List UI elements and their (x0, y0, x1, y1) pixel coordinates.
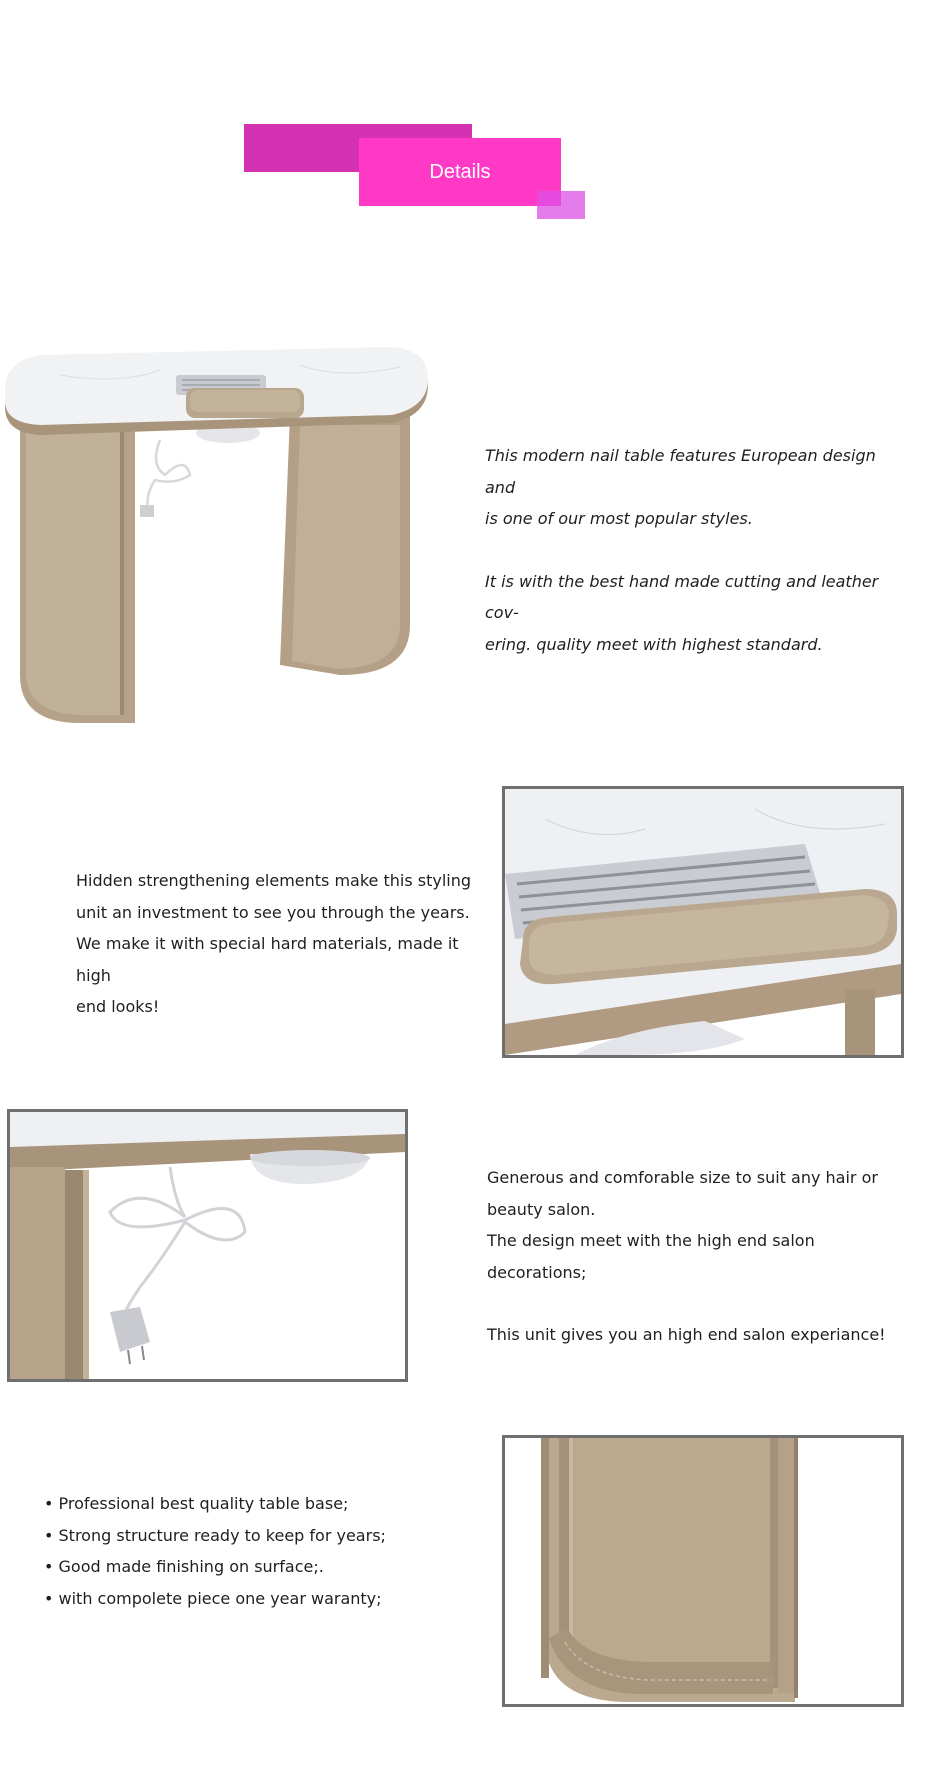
section1-text (485, 440, 905, 660)
section3-line4: This unit gives you an high end salon experiance! (487, 1325, 886, 1344)
section1-line1: This modern nail table features European design and (485, 446, 876, 497)
banner-title: Details (359, 138, 561, 206)
section2-line2: unit an investment to see you through the years. (76, 902, 470, 922)
section3-text (487, 1162, 907, 1351)
section3-line1: Generous and comforable size to suit any hair or (487, 1168, 878, 1187)
section1-line4: ering. quality meet with highest standard. (485, 634, 823, 654)
list-item: • with compolete piece one year waranty; (44, 1588, 382, 1608)
section2-line4: end looks! (76, 997, 160, 1016)
armrest-closeup-image (502, 786, 904, 1058)
section2-line3: We make it with special hard materials, made it high (76, 934, 459, 985)
list-item: • Professional best quality table base; (44, 1494, 349, 1513)
nail-table-image (0, 345, 440, 735)
feature-bullet-list (44, 1488, 464, 1614)
list-item: • Good made finishing on surface;. (44, 1557, 324, 1576)
section2-text (76, 865, 476, 1023)
base-closeup-image (502, 1435, 904, 1707)
section3-line2: beauty salon. (487, 1199, 596, 1219)
section1-line2: is one of our most popular styles. (485, 509, 753, 528)
section3-line3: The design meet with the high end salon decorations; (487, 1231, 815, 1282)
banner-accent-bar (537, 191, 585, 219)
section1-line3: It is with the best hand made cutting and leather cov- (485, 571, 879, 622)
cord-closeup-image (7, 1109, 408, 1382)
list-item: • Strong structure ready to keep for years; (44, 1525, 386, 1545)
section2-line1: Hidden strengthening elements make this styling (76, 871, 472, 890)
